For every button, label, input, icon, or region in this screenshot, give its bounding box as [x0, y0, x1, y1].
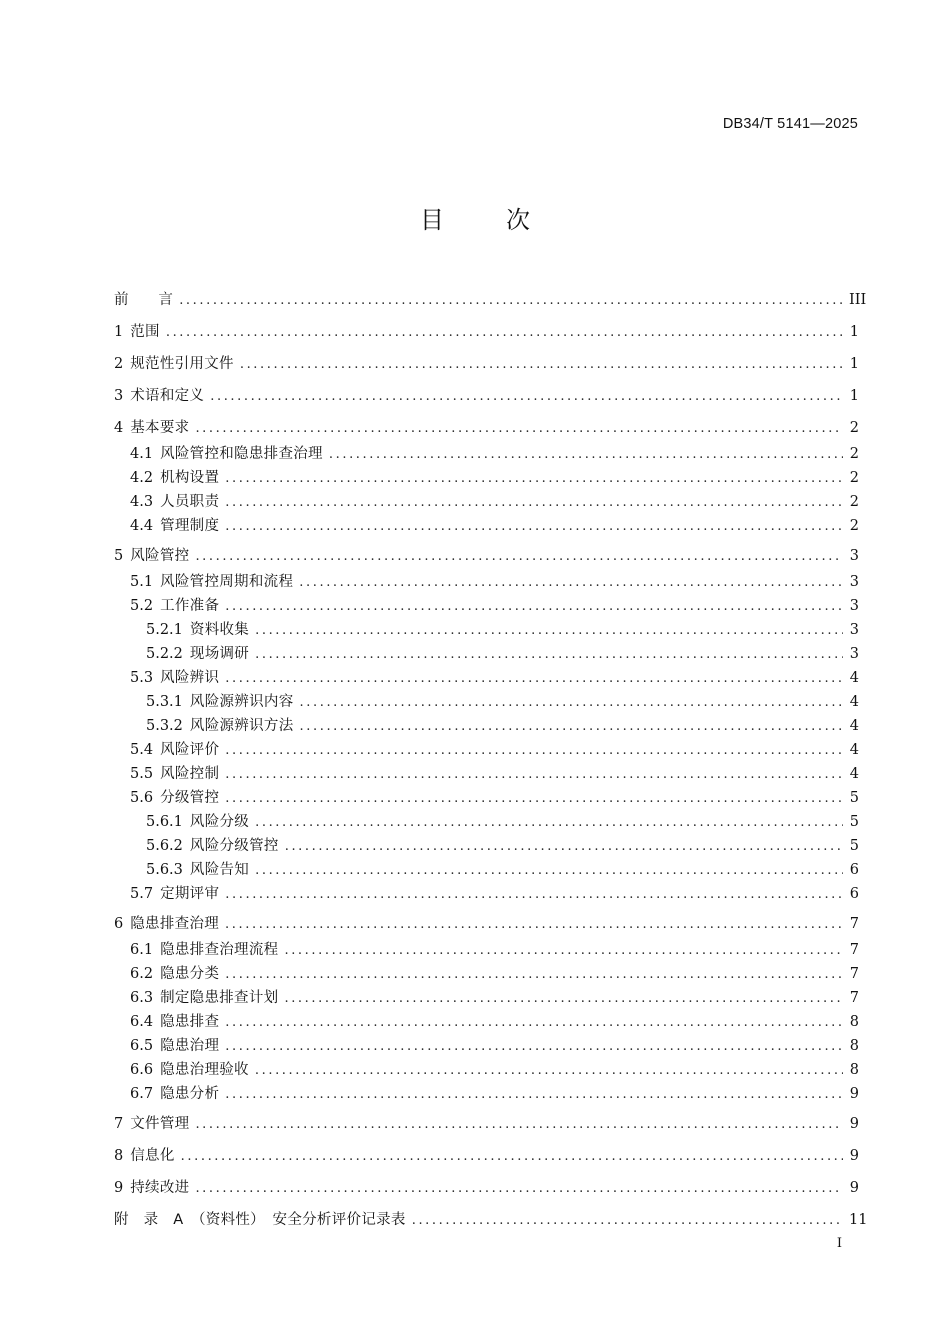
toc-dot-leader: [284, 939, 843, 963]
toc-dot-leader: [225, 763, 843, 787]
toc-entry[interactable]: [114, 1208, 868, 1240]
toc-entry-label: 信息化: [130, 1148, 175, 1164]
toc-entry-label: 规范性引用文件: [130, 356, 234, 372]
toc-entry-number: 6: [114, 916, 124, 932]
document-standard-number: DB34/T 5141—2025: [722, 116, 858, 132]
toc-entry-number: 4.3: [130, 494, 154, 510]
table-of-contents: [114, 288, 868, 1240]
toc-entry-page: 9: [849, 1086, 859, 1102]
toc-entry-number: 6.4: [130, 1014, 154, 1030]
toc-entry-number: 6.3: [130, 990, 154, 1006]
toc-entry[interactable]: [114, 738, 859, 762]
toc-entry-number: 7: [114, 1116, 124, 1132]
toc-entry[interactable]: [114, 714, 859, 738]
toc-entry-label: 工作准备: [160, 598, 220, 614]
toc-entry[interactable]: [114, 544, 859, 570]
toc-dot-leader: [179, 289, 843, 313]
toc-dot-leader: [225, 491, 843, 515]
toc-entry-label: 分级管控: [160, 790, 220, 806]
toc-dot-leader: [300, 691, 843, 715]
toc-dot-leader: [299, 571, 843, 595]
toc-dot-leader: [195, 417, 843, 441]
toc-dot-leader: [285, 835, 843, 859]
toc-dot-leader: [225, 515, 843, 539]
toc-entry-page: 8: [849, 1062, 859, 1078]
page-number: I: [836, 1236, 842, 1251]
toc-entry-page: 7: [849, 916, 859, 932]
toc-entry-number: 5.6.2: [146, 838, 183, 854]
toc-entry-page: 5: [849, 838, 859, 854]
toc-dot-leader: [225, 1035, 843, 1059]
toc-entry-page: 9: [849, 1148, 859, 1164]
toc-entry-page: 7: [849, 942, 859, 958]
toc-entry-label: 隐患治理验收: [160, 1062, 249, 1078]
toc-entry-page: 7: [849, 966, 859, 982]
toc-entry[interactable]: [114, 466, 859, 490]
toc-entry[interactable]: [114, 938, 859, 962]
toc-entry-page: 7: [849, 990, 859, 1006]
toc-entry-number: 5.5: [130, 766, 154, 782]
toc-entry[interactable]: [114, 690, 859, 714]
toc-dot-leader: [195, 545, 843, 569]
toc-entry-number: 6.2: [130, 966, 154, 982]
toc-entry[interactable]: [114, 490, 859, 514]
toc-entry[interactable]: [114, 514, 859, 544]
toc-entry-number: 5.6.3: [146, 862, 183, 878]
toc-entry-number: 4.2: [130, 470, 154, 486]
toc-entry-label: 隐患分类: [160, 966, 220, 982]
toc-dot-leader: [225, 883, 843, 907]
toc-entry-number: 1: [114, 324, 124, 340]
toc-entry[interactable]: [114, 320, 859, 352]
toc-entry-page: III: [849, 292, 867, 308]
toc-entry[interactable]: [114, 442, 859, 466]
toc-entry[interactable]: [114, 570, 859, 594]
toc-entry[interactable]: [114, 1082, 859, 1112]
toc-entry-label: 隐患排查治理流程: [160, 942, 279, 958]
toc-entry-number: 5.6.1: [146, 814, 183, 830]
toc-entry-page: 4: [849, 670, 859, 686]
toc-dot-leader: [255, 859, 843, 883]
toc-entry-page: 11: [849, 1212, 868, 1228]
toc-entry[interactable]: [114, 1144, 859, 1176]
toc-entry-number: 9: [114, 1180, 124, 1196]
toc-entry-label: 隐患排查治理: [130, 916, 220, 932]
toc-entry[interactable]: [114, 962, 859, 986]
toc-dot-leader: [225, 739, 843, 763]
toc-entry-page: 2: [849, 518, 859, 534]
toc-dot-leader: [225, 1011, 843, 1035]
toc-dot-leader: [255, 1059, 843, 1083]
title-char-1: 目: [420, 206, 444, 234]
toc-dot-leader: [225, 1083, 843, 1107]
toc-entry[interactable]: [114, 618, 859, 642]
toc-entry-label: 定期评审: [160, 886, 220, 902]
toc-entry[interactable]: [114, 1112, 859, 1144]
toc-entry-page: 8: [849, 1038, 859, 1054]
toc-dot-leader: [329, 443, 843, 467]
toc-entry-number: 5.6: [130, 790, 154, 806]
toc-entry[interactable]: [114, 1058, 859, 1082]
toc-entry-page: 3: [849, 574, 859, 590]
toc-entry-label: 风险管控: [130, 548, 190, 564]
toc-entry-page: 8: [849, 1014, 859, 1030]
toc-entry-number: 4.1: [130, 446, 154, 462]
toc-entry-page: 5: [849, 790, 859, 806]
toc-entry-label: 资料收集: [189, 622, 250, 638]
toc-dot-leader: [210, 385, 843, 409]
toc-entry-label: 范围: [130, 324, 160, 340]
toc-dot-leader: [181, 1145, 843, 1169]
toc-entry-label: 风险分级管控: [189, 838, 279, 854]
toc-entry-number: 2: [114, 356, 124, 372]
toc-entry-label: 管理制度: [160, 518, 220, 534]
toc-entry-page: 3: [849, 622, 859, 638]
toc-entry-page: 2: [849, 470, 859, 486]
toc-entry-number: 5.2.2: [146, 646, 183, 662]
toc-entry[interactable]: [114, 1010, 859, 1034]
toc-entry-page: 2: [849, 446, 859, 462]
toc-dot-leader: [255, 619, 843, 643]
toc-entry-label: 风险源辨识方法: [189, 718, 294, 734]
toc-entry-label: 风险管控周期和流程: [160, 574, 294, 590]
toc-entry-label: 人员职责: [160, 494, 220, 510]
toc-entry-number: 6.6: [130, 1062, 154, 1078]
toc-entry-page: 1: [849, 324, 859, 340]
toc-entry-label: 术语和定义: [130, 388, 205, 404]
toc-entry-label: 风险辨识: [160, 670, 220, 686]
toc-entry[interactable]: [114, 1034, 859, 1058]
toc-entry-number: 5.2: [130, 598, 154, 614]
toc-entry-page: 9: [849, 1116, 859, 1132]
toc-entry-page: 9: [849, 1180, 859, 1196]
toc-entry-number: 4: [114, 420, 124, 436]
toc-entry-number: 5.3: [130, 670, 154, 686]
toc-entry[interactable]: [114, 416, 859, 442]
toc-entry-page: 4: [849, 718, 859, 734]
toc-entry-page: 3: [849, 646, 859, 662]
toc-dot-leader: [225, 963, 843, 987]
toc-dot-leader: [166, 321, 843, 345]
toc-entry-label: 基本要求: [130, 420, 190, 436]
toc-entry-label: 隐患排查: [160, 1014, 220, 1030]
toc-entry-label: 附 录 A （资料性） 安全分析评价记录表: [114, 1212, 406, 1228]
toc-entry[interactable]: [114, 786, 859, 810]
toc-entry-number: 4.4: [130, 518, 154, 534]
toc-entry-number: 5.7: [130, 886, 154, 902]
toc-entry[interactable]: [114, 642, 859, 666]
toc-entry[interactable]: [114, 594, 859, 618]
toc-entry-number: 5.2.1: [146, 622, 183, 638]
toc-dot-leader: [300, 715, 843, 739]
toc-entry[interactable]: [114, 1176, 859, 1208]
toc-entry-number: 5.3.1: [146, 694, 183, 710]
toc-entry-label: 风险分级: [189, 814, 250, 830]
toc-dot-leader: [240, 353, 843, 377]
toc-dot-leader: [225, 787, 843, 811]
toc-entry[interactable]: [114, 810, 859, 834]
toc-entry-label: 机构设置: [160, 470, 220, 486]
toc-dot-leader: [195, 1177, 843, 1201]
toc-entry-page: 1: [849, 388, 859, 404]
toc-entry[interactable]: [114, 912, 859, 938]
toc-entry-page: 3: [849, 598, 859, 614]
toc-entry[interactable]: [114, 858, 859, 882]
toc-entry-page: 3: [849, 548, 859, 564]
toc-entry-label: 风险管控和隐患排查治理: [160, 446, 323, 462]
toc-entry-number: 6.1: [130, 942, 154, 958]
toc-entry-label: 持续改进: [130, 1180, 190, 1196]
toc-entry[interactable]: [114, 834, 859, 858]
toc-entry[interactable]: [114, 352, 859, 384]
toc-dot-leader: [225, 467, 843, 491]
toc-entry[interactable]: [114, 288, 867, 320]
toc-entry-page: 4: [849, 766, 859, 782]
toc-entry-page: 4: [849, 742, 859, 758]
toc-dot-leader: [225, 667, 843, 691]
toc-entry[interactable]: [114, 882, 859, 912]
toc-entry-number: 5.4: [130, 742, 154, 758]
toc-entry-label: 风险源辨识内容: [189, 694, 294, 710]
toc-entry-label: 文件管理: [130, 1116, 190, 1132]
toc-entry-label: 制定隐患排查计划: [160, 990, 279, 1006]
toc-entry-label: 现场调研: [189, 646, 250, 662]
toc-entry-label: 隐患治理: [160, 1038, 220, 1054]
toc-entry-page: 2: [849, 494, 859, 510]
toc-entry-page: 6: [849, 862, 859, 878]
toc-entry-number: 5.3.2: [146, 718, 183, 734]
toc-entry[interactable]: [114, 666, 859, 690]
toc-dot-leader: [412, 1209, 843, 1233]
toc-entry-number: 5.1: [130, 574, 154, 590]
toc-entry-number: 5: [114, 548, 124, 564]
toc-entry-number: 8: [114, 1148, 124, 1164]
toc-dot-leader: [255, 643, 843, 667]
toc-entry-number: 6.5: [130, 1038, 154, 1054]
toc-entry[interactable]: [114, 986, 859, 1010]
title-char-2: 次: [506, 206, 530, 234]
toc-dot-leader: [284, 987, 843, 1011]
toc-entry[interactable]: [114, 384, 859, 416]
toc-entry-label: 前 言: [114, 292, 174, 308]
toc-entry-label: 风险控制: [160, 766, 220, 782]
toc-entry-page: 5: [849, 814, 859, 830]
toc-entry-page: 2: [849, 420, 859, 436]
toc-dot-leader: [225, 595, 843, 619]
toc-entry-page: 4: [849, 694, 859, 710]
toc-entry-label: 风险评价: [160, 742, 220, 758]
toc-entry-number: 3: [114, 388, 124, 404]
toc-entry-number: 6.7: [130, 1086, 154, 1102]
toc-entry-page: 6: [849, 886, 859, 902]
toc-dot-leader: [255, 811, 843, 835]
toc-entry-label: 隐患分析: [160, 1086, 220, 1102]
toc-entry[interactable]: [114, 762, 859, 786]
page-title: [0, 200, 950, 235]
toc-dot-leader: [225, 913, 843, 937]
toc-entry-label: 风险告知: [189, 862, 250, 878]
toc-dot-leader: [195, 1113, 843, 1137]
toc-entry-page: 1: [849, 356, 859, 372]
